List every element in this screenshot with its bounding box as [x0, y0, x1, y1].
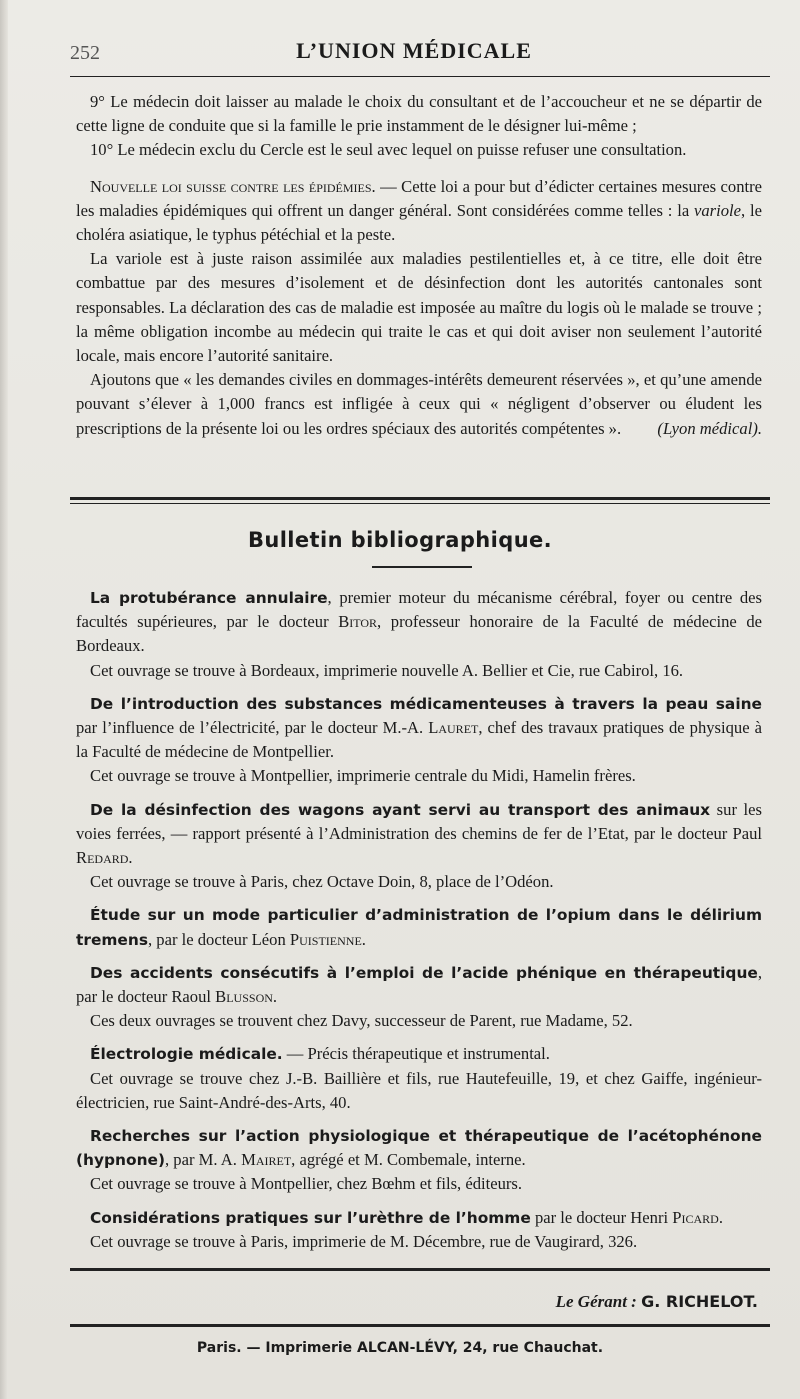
source: (Lyon médical).	[657, 418, 762, 438]
bulletin-entry	[76, 798, 762, 895]
top-section	[76, 90, 762, 441]
footer-rule-bottom	[70, 1324, 770, 1327]
loi-heading: Nouvelle loi suisse contre les épidémies.	[90, 176, 376, 196]
entry-text-2: .	[361, 929, 366, 949]
entry-text: , premier moteur du mécanisme cérébral, foyer ou centre des facultés supérieures, par le docteur	[76, 588, 763, 632]
entry-2-text	[76, 692, 762, 765]
entry-title: Étude sur un mode particulier d’administration de l’opium dans le délirium tremens	[76, 906, 762, 949]
entry-gap	[76, 683, 762, 692]
loi-text-b: , le choléra asiatique, le typhus pétéchial et la peste.	[76, 200, 762, 245]
entry-title: Électrologie médicale.	[90, 1045, 283, 1064]
loi-paragraph	[76, 175, 762, 248]
page-header	[70, 36, 758, 70]
entry-text-2: .	[718, 1207, 723, 1227]
entry-3-text	[76, 798, 762, 871]
entry-text-2: , professeur honoraire de la Faculté de médecine de Bordeaux.	[76, 612, 762, 656]
loi-variole: variole	[694, 200, 742, 220]
entry-note: Cet ouvrage se trouve à Paris, imprimerie de M. Décembre, rue de Vaugirard, 326.	[90, 1231, 638, 1251]
entry-6-text	[76, 1042, 762, 1066]
gerant-signature	[76, 1292, 758, 1312]
page-edge	[0, 0, 8, 1399]
entry-text-2: , chef des travaux pratiques de physique à la Faculté de médecine de Montpellier.	[76, 718, 762, 762]
entry-author: Puistienne	[289, 929, 362, 949]
entry-8-text	[76, 1206, 762, 1230]
entry-text: , par M. A.	[165, 1150, 242, 1170]
entry-title: De l’introduction des substances médicamenteuses à travers la peau saine	[90, 694, 762, 713]
bulletin-entry	[76, 903, 762, 951]
header-rule	[70, 76, 770, 77]
entry-author: Blusson	[215, 987, 273, 1007]
entry-text: — Précis thérapeutique et instrumental.	[282, 1044, 550, 1064]
gerant-name: G. RICHELOT.	[641, 1292, 758, 1311]
printer-imprint: Paris. — Imprimerie ALCAN-LÉVY, 24, rue Chauchat.	[196, 1340, 604, 1356]
ajoutons-paragraph: Ajoutons que « les demandes civiles en dommages-intérêts demeurent réservées », et qu’une amende pouvant s’élever à 1,000 francs est infligée à ceux qui « négligent d’observer ou éludent les prescriptions de la présente loi ou les ordres spéciaux des autorités compétentes ».	[76, 370, 762, 438]
entry-gap	[76, 1197, 762, 1206]
entry-gap	[76, 789, 762, 798]
entry-note: Cet ouvrage se trouve à Paris, chez Octave Doin, 8, place de l’Odéon.	[90, 872, 554, 892]
bulletin-entry	[76, 586, 762, 683]
entry-author: Bitor	[338, 612, 378, 632]
variole-paragraph: La variole est à juste raison assimilée aux maladies pestilentielles et, à ce titre, elle doit être combattue par des mesures d’isolement et de désinfection dont les autorités cantonales sont responsables. La déclaration des cas de maladie est imposée au maître du logis où le malade se trouve ; la même obligation incombe au médecin qui traite le cas et qui doit aviser non seulement l’autorité locale, mais encore l’autorité sanitaire.	[76, 249, 762, 366]
entry-text: , par le docteur Léon	[147, 929, 290, 949]
entry-4-text	[76, 903, 762, 951]
entry-title: Recherches sur l’action physiologique et thérapeutique de l’acétophénone (hypnone)	[76, 1127, 762, 1170]
entry-7-text	[76, 1124, 762, 1172]
section-rule-top	[70, 497, 770, 500]
bulletin-entry	[76, 1206, 762, 1254]
article-10: 10° Le médecin exclu du Cercle est le seul avec lequel on puisse refuser une consultation.	[90, 140, 687, 160]
entry-note: Cet ouvrage se trouve à Montpellier, imprimerie centrale du Midi, Hamelin frères.	[90, 766, 636, 786]
bulletin-title-rule	[372, 566, 472, 568]
entry-gap	[76, 894, 762, 903]
entry-1-text	[76, 586, 762, 659]
entry-title: Considérations pratiques sur l’urèthre de l’homme	[90, 1208, 531, 1227]
entry-gap	[76, 952, 762, 961]
entry-note: Cet ouvrage se trouve chez J.-B. Baillière et fils, rue Hautefeuille, 19, et chez Gaiffe, ingénieur-électricien, rue Saint-André-des-Arts, 40.	[76, 1068, 762, 1112]
entry-author: Lauret	[428, 718, 479, 738]
page-number: 252	[70, 42, 100, 64]
bulletin-entry	[76, 1042, 762, 1115]
gerant-label: Le Gérant :	[555, 1292, 637, 1311]
loi-text-a: — Cette loi a pour but d’édicter certaines mesures contre les maladies épidémiques qui offrent un danger général. Sont considérées comme telles : la	[76, 176, 763, 220]
bulletin-entry	[76, 692, 762, 789]
entry-author: Redard	[76, 848, 129, 868]
entry-author: Mairet	[241, 1150, 292, 1170]
entry-text: sur les voies ferrées, — rapport présenté à l’Administration des chemins de fer de l’Etat, par le docteur Paul	[76, 799, 762, 843]
entry-gap	[76, 1033, 762, 1042]
entry-title: Des accidents consécutifs à l’emploi de l’acide phénique en thérapeutique	[90, 963, 758, 982]
entry-note: Ces deux ouvrages se trouvent chez Davy, successeur de Parent, rue Madame, 52.	[90, 1011, 633, 1031]
entry-note: Cet ouvrage se trouve à Montpellier, chez Bœhm et fils, éditeurs.	[90, 1174, 523, 1194]
entry-5-text	[76, 961, 762, 1009]
entry-gap	[76, 1115, 762, 1124]
entry-title: La protubérance annulaire	[90, 589, 328, 607]
section-rule-bottom	[70, 503, 770, 504]
footer-rule-top	[70, 1268, 770, 1271]
entry-text: par l’influence de l’électricité, par le docteur M.-A.	[76, 718, 429, 738]
entry-text-2: , agrégé et M. Combemale, interne.	[291, 1150, 526, 1170]
article-9: 9° Le médecin doit laisser au malade le choix du consultant et de l’accoucheur et ne se départir de cette ligne de conduite que si la famille le prie instamment de le désigner lui-même ;	[76, 92, 762, 136]
bulletin-title: Bulletin bibliographique.	[247, 528, 553, 552]
entry-text: , par le docteur Raoul	[76, 962, 762, 1007]
entry-note: Cet ouvrage se trouve à Bordeaux, imprimerie nouvelle A. Bellier et Cie, rue Cabirol, 16.	[90, 660, 684, 680]
entry-text: par le docteur Henri	[530, 1207, 673, 1227]
entry-text-2: .	[272, 987, 278, 1007]
running-title: L’UNION MÉDICALE	[296, 38, 532, 63]
bulletin-entry	[76, 1124, 762, 1197]
bulletin-list	[76, 586, 762, 1254]
bulletin-entry	[76, 961, 762, 1034]
entry-title: De la désinfection des wagons ayant servi au transport des animaux	[90, 800, 711, 819]
entry-author: Picard	[672, 1207, 719, 1227]
entry-text-2: .	[128, 848, 133, 868]
